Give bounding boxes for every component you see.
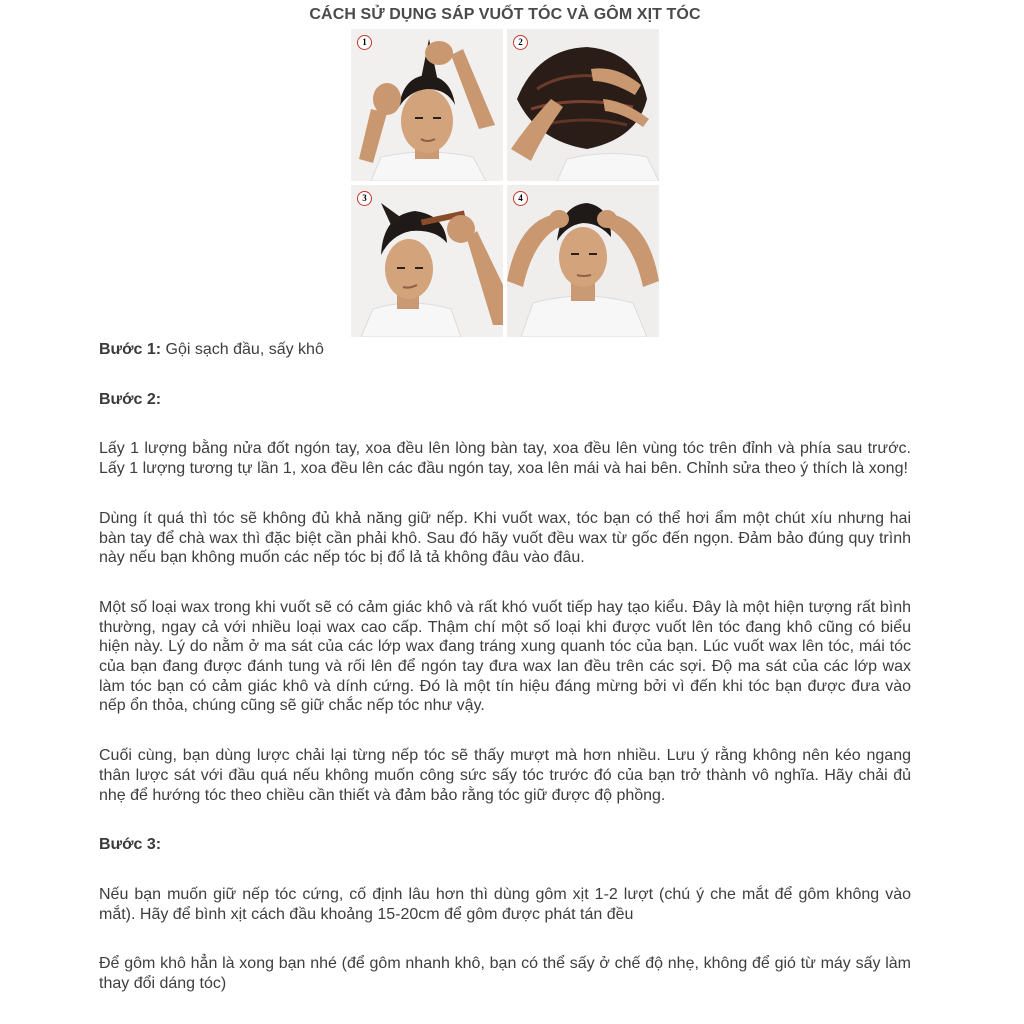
step-photo-1	[351, 29, 503, 181]
step-number-badge: 2	[513, 35, 528, 50]
step-1-line	[99, 340, 911, 360]
step-photo-3	[351, 185, 503, 337]
man-combing-hair-illustration	[351, 185, 503, 337]
step-number-badge: 4	[513, 191, 528, 206]
step-3-paragraph: Nếu bạn muốn giữ nếp tóc cứng, cố định lâu hơn thì dùng gôm xịt 1-2 lượt (chú ý che mắt để gôm không vào mắt). Hãy để bình xịt cách đầu khoảng 15-20cm để gôm được phát tán đều	[99, 885, 911, 923]
step-2-paragraph: Một số loại wax trong khi vuốt sẽ có cảm giác khô và rất khó vuốt tiếp hay tạo kiểu. Đây là một hiện tượng rất bình thường, ngay cả với nhiều loại wax cao cấp. Thậm chí một số loại khi được vuốt lên tóc đang khô cũng có biểu hiện này. Lý do nằm ở ma sát của các lớp wax đang tráng xung quanh tóc của bạn. Lúc vuốt wax lên tóc, mái tóc của bạn đang được đánh tung và rối lên để ngón tay đưa wax lan đều trên các sợi. Độ ma sát của các lớp wax làm tóc bạn có cảm giác khô và dính cứng. Đó là một tín hiệu đáng mừng bởi vì đến khi tóc bạn được đưa vào nếp ổn thỏa, chúng cũng sẽ giữ chắc nếp tóc như vậy.	[99, 598, 911, 715]
step-3-label: Bước 3:	[99, 836, 162, 854]
step-number-badge: 1	[357, 35, 372, 50]
step-2-paragraph: Lấy 1 lượng bằng nửa đốt ngón tay, xoa đều lên lòng bàn tay, xoa đều lên vùng tóc trên đỉnh và phía sau trước. Lấy 1 lượng tương tự lần 1, xoa đều lên các đầu ngón tay, xoa lên mái và hai bên. Chỉnh sửa theo ý thích là xong!	[99, 440, 911, 478]
step-number-badge: 3	[357, 191, 372, 206]
man-styling-hair-illustration-1	[351, 29, 503, 181]
step-2-label: Bước 2:	[99, 390, 162, 408]
page-title: CÁCH SỬ DỤNG SÁP VUỐT TÓC VÀ GÔM XỊT TÓC	[309, 6, 701, 23]
photo-grid	[351, 29, 659, 337]
man-finished-hairstyle-illustration	[507, 185, 659, 337]
step-3-heading	[99, 835, 911, 855]
step-2-paragraph: Dùng ít quá thì tóc sẽ không đủ khả năng giữ nếp. Khi vuốt wax, tóc bạn có thể hơi ẩm một chút xíu nhưng hai bàn tay để chà wax thì đặc biệt cần phải khô. Sau đó hãy vuốt đều wax từ gốc đến ngọn. Đảm bảo đúng quy trình này nếu bạn không muốn các nếp tóc bị đổ lả tả không đâu vào đâu.	[99, 509, 911, 567]
step-photo-4	[507, 185, 659, 337]
step-3-paragraph: Để gôm khô hẳn là xong bạn nhé (để gôm nhanh khô, bạn có thể sấy ở chế độ nhẹ, không để gió từ máy sấy làm thay đổi dáng tóc)	[99, 955, 911, 993]
step-photo-2	[507, 29, 659, 181]
step-2-paragraph: Cuối cùng, bạn dùng lược chải lại từng nếp tóc sẽ thấy mượt mà hơn nhiều. Lưu ý rằng không nên kéo ngang thân lược sát với đầu quá nếu không muốn công sức sấy tóc trước đó của bạn trở thành vô nghĩa. Hãy chải đủ nhẹ để hướng tóc theo chiều cần thiết và đảm bảo rằng tóc giữ được độ phồng.	[99, 747, 911, 804]
step-1-text: Gội sạch đầu, sấy khô	[161, 341, 324, 358]
step-1-label: Bước 1:	[99, 341, 162, 358]
hair-closeup-illustration	[507, 29, 659, 181]
instructions-content	[99, 340, 911, 994]
step-2-heading	[99, 390, 911, 410]
